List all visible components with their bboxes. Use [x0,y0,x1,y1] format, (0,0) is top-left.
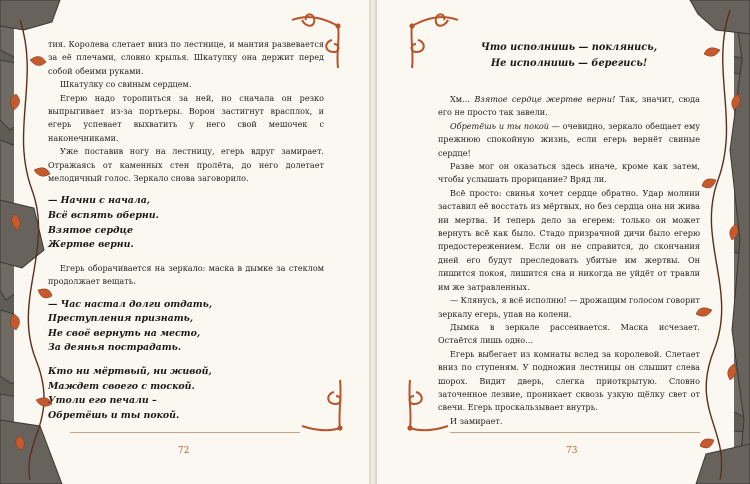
verse-line: Жертве верни. [48,239,134,251]
right-page-heading [438,40,700,71]
verse-line: Утоли его печали – [48,395,157,407]
paragraph: тия. Королева слетает вниз по лестнице, и мантия развевается за её плечами, словно крылья. Шкатулку она держит перед собой обеими руками. [48,39,324,76]
paragraph: Хм… Взятое сердце жертве верни! Так, значит, сюда его не просто так завели. [438,94,700,118]
emphasis: Обретёшь и ты покой [450,120,549,131]
paragraph: Уже поставив ногу на лестницу, егерь вдруг замирает. Отражаясь от каменных стен пролёта, до него долетает мелодичный голос. Зеркало снова заговорило. [48,146,324,184]
paragraph: Разве мог он оказаться здесь иначе, кроме как затем, чтобы услышать прорицание? Вряд ли. [438,161,700,185]
paragraph: — Клянусь, я всё исполню! — дрожащим голосом говорит зеркалу егерь, упав на колени. [438,295,700,319]
autumn-leaf-icon [700,439,714,448]
autumn-leaf-icon [10,314,19,330]
autumn-leaf-icon [730,224,739,240]
paragraph: Егерь оборачивается на зеркало: маска в дымке за стеклом продолжает вещать. [48,262,324,287]
verse-line: Не исполнишь — берегись! [490,57,648,69]
paragraph: Дымка в зеркале рассеивается. Маска исчезает. Остаётся лишь одно… [438,321,700,346]
verse-line: Маждет своего с тоской. [48,380,195,392]
emphasis: Взятое сердце жертве верни! [474,94,616,104]
verse-line: Обретёшь и ты покой. [48,409,180,421]
autumn-leaf-icon [704,48,720,57]
verse-line: Преступления признать, [48,313,194,325]
verse-line: Кто ни мёртвый, ни живой, [48,366,212,378]
verse-line: За деянья пострадать. [48,342,182,354]
footer-rule [450,432,700,433]
left-page-body [48,38,324,432]
autumn-leaf-icon [16,436,25,450]
verse-line: — Час настал долги отдать, [48,298,213,310]
paragraph: Егерь выбегает из комнаты вслед за королевой. Слетает вниз по ступеням. У подножия лестницы он слышит слева шорох. Видит дверь, слегка приоткрытую. Словно заточенное лезвие, проникает сквозь узкую щёлку свет от свечи. Егерь проскальзывает внутрь. [438,348,700,413]
paragraph: И замирает. [450,415,503,426]
autumn-leaf-icon [732,94,741,110]
verse-line: Что исполнишь — поклянись, [480,42,658,53]
autumn-leaf-icon [702,179,716,188]
verse-line: Всё вспять оберни. [48,210,159,222]
right-page-body [438,93,700,428]
paragraph: Егерю надо торопиться за ней, но сначала он резко выпрыгивает из-за портьеры. Ворон застигнут врасплох, и егерь успевает выхватить у него свой мешочек с наконечниками. [48,92,324,143]
autumn-leaf-icon [10,94,19,110]
verse-line: Взятое сердце [48,224,134,236]
verse-line: — Начни с начала, [48,195,151,207]
paragraph: Всё просто: свинья хочет сердце обратно. Удар молнии заставил её восстать из мёртвых, но без сердца она ни жива ни мертва. И теперь дело за егерем: только он может вернуть всё как было. Стадо призрачной дичи было егерю предостережением. Если он не справится, до скончания дней его будут преследовать убитые им жертвы. Он лишится покоя, лишится сна и никогда не уйдёт от травли им же затравленных. [438,187,700,292]
paragraph: Шкатулку со свиным сердцем. [60,79,192,90]
paragraph: Обретёшь и ты покой — очевидно, зеркало обещает ему прежнюю спокойную жизнь, если егерь вернёт свиные сердце! [438,120,700,158]
verse-stanza [48,194,324,252]
page-number-left: 72 [178,446,190,456]
autumn-leaf-icon [728,364,737,380]
autumn-leaf-icon [30,56,46,65]
verse-stanza [48,298,324,356]
verse-stanza [48,365,324,423]
page-number-right: 73 [566,446,578,456]
autumn-leaf-icon [12,214,21,230]
verse-line: Не своё вернуть на место, [48,327,201,339]
